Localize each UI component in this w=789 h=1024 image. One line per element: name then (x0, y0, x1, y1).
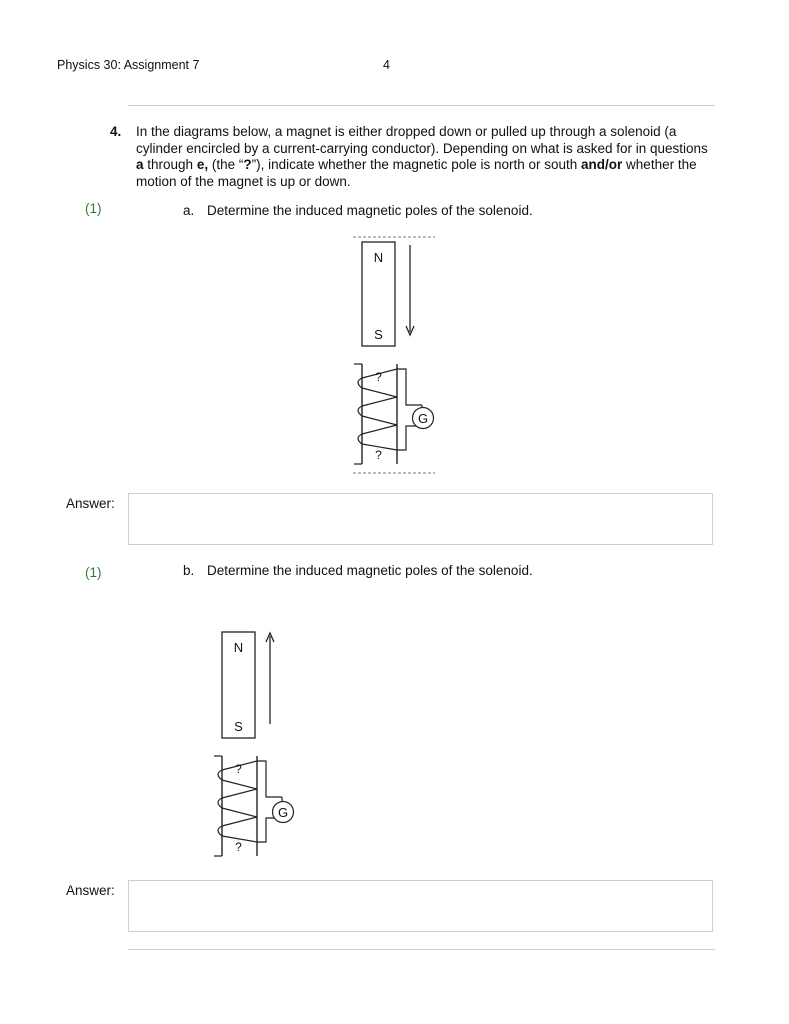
question-text-part: whether the motion of the magnet is up or down. (136, 157, 697, 189)
page-number: 4 (383, 58, 390, 72)
question-text-bold-a: a (136, 157, 144, 172)
part-b-text: Determine the induced magnetic poles of the solenoid. (207, 563, 533, 578)
top-divider (128, 105, 715, 106)
magnet-south-label: S (234, 719, 243, 734)
solenoid-top-pole: ? (375, 370, 382, 384)
answer-input-a[interactable] (129, 494, 712, 544)
part-b-letter: b. (183, 563, 195, 578)
diagram-a (340, 228, 450, 480)
galvanometer-circuit (257, 761, 294, 842)
part-a-letter: a. (183, 203, 195, 218)
bottom-divider (128, 949, 715, 950)
answer-box-b[interactable] (128, 880, 713, 932)
solenoid-bottom-pole: ? (235, 840, 242, 854)
solenoid-top-pole: ? (235, 762, 242, 776)
magnet-north-label: N (373, 250, 384, 265)
motion-arrow-up (266, 633, 274, 724)
answer-box-a[interactable] (128, 493, 713, 545)
question-text-bold-andor: and/or (581, 157, 623, 172)
question-text-part: In the diagrams below, a magnet is either dropped down or pulled up through a solenoid (a cylinder encircled by a current-carrying conductor). Depending on what is asked for in questions (136, 124, 708, 156)
question-text (136, 124, 711, 190)
question-text-part: (the “ (208, 157, 244, 172)
answer-label-a: Answer: (66, 496, 115, 511)
solenoid-bottom-pole: ? (375, 448, 382, 462)
galvanometer-label: G (277, 805, 289, 820)
question-text-part: through (143, 157, 197, 172)
marks-part-b: (1) (85, 565, 102, 580)
galvanometer-circuit (397, 369, 434, 450)
magnet-north-label: N (233, 640, 244, 655)
magnet-south-label: S (374, 327, 383, 342)
question-number: 4. (110, 124, 122, 139)
assignment-title: Physics 30: Assignment 7 (57, 58, 200, 72)
question-text-bold-e: e, (196, 157, 209, 172)
marks-part-a: (1) (85, 201, 102, 216)
galvanometer-label: G (417, 411, 429, 426)
answer-input-b[interactable] (129, 881, 712, 931)
question-text-part: ”), indicate whether the magnetic pole is north or south (251, 157, 582, 172)
part-a-text: Determine the induced magnetic poles of the solenoid. (207, 203, 533, 218)
part-a-prompt (183, 203, 533, 218)
question-text-bold-q: ? (243, 157, 252, 172)
motion-arrow-down (406, 245, 414, 335)
part-b-prompt (183, 563, 533, 578)
diagram-b (200, 620, 310, 865)
answer-label-b: Answer: (66, 883, 115, 898)
